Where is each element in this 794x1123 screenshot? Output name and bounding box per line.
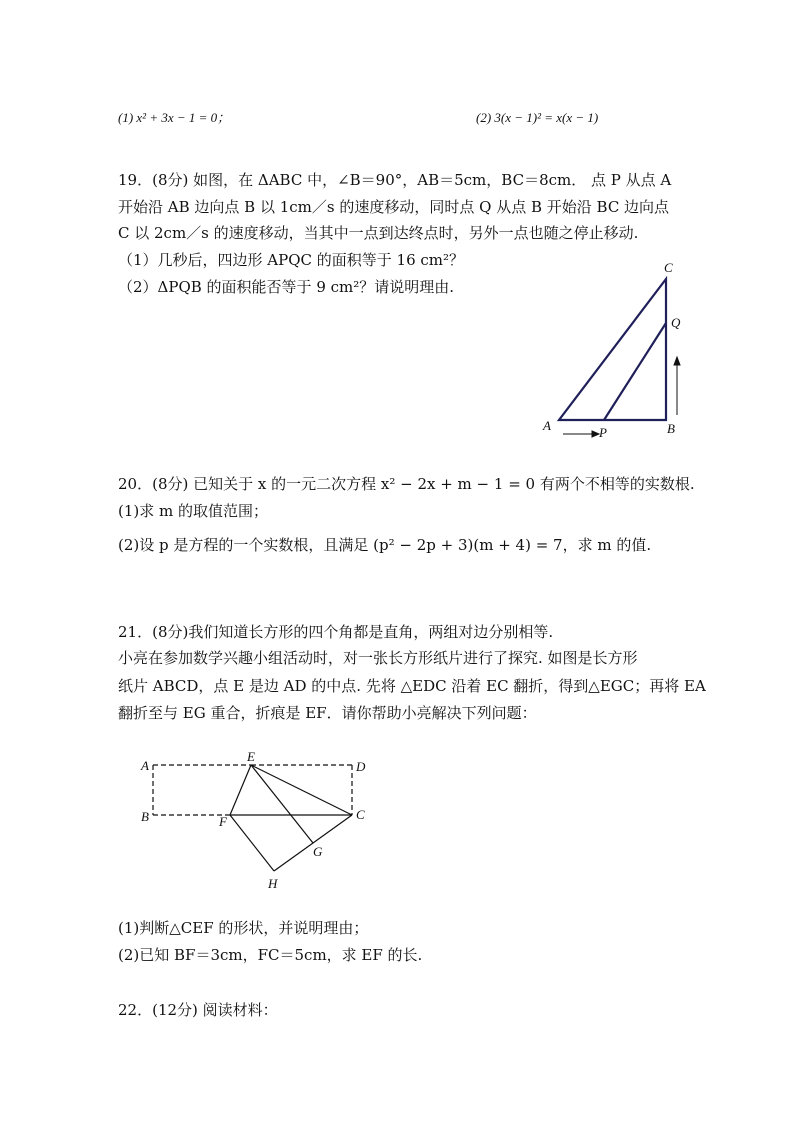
label-a: A [141, 758, 149, 773]
label-q: Q [671, 315, 681, 330]
label-b: B [141, 809, 149, 824]
q19-line1: 19．(8分) 如图，在 ΔABC 中，∠B＝90°，AB＝5cm，BC＝8cm． 点 P 从点 A [118, 171, 672, 189]
q18-part1: (1) x² + 3x − 1 = 0； [118, 110, 231, 125]
label-h: H [268, 876, 278, 891]
q21-line2: 小亮在参加数学兴趣小组活动时，对一张长方形纸片进行了探究. 如图是长方形 [118, 649, 638, 667]
label-a: A [543, 418, 551, 433]
q21-sub1: (1)判断△CEF 的形状，并说明理由； [118, 919, 369, 937]
segment-fh [230, 815, 274, 871]
segment-ec [251, 765, 352, 815]
segment-ef [230, 765, 251, 815]
q21-sub2: (2)已知 BF＝3cm，FC＝5cm，求 EF 的长. [118, 946, 423, 964]
q18-part2: (2) 3(x − 1)² = x(x − 1) [476, 110, 599, 125]
q22-line1: 22．(12分) 阅读材料： [118, 1001, 278, 1019]
segment-eg [251, 765, 313, 843]
label-g: G [313, 844, 323, 859]
q21-line4: 翻折至与 EG 重合，折痕是 EF．请你帮助小亮解决下列问题： [118, 704, 537, 722]
q19-line3: C 以 2cm／s 的速度移动，当其中一点到达终点时，另外一点也随之停止移动. [118, 224, 639, 242]
label-f: F [219, 814, 227, 829]
label-e: E [247, 749, 255, 764]
q20-sub1: (1)求 m 的取值范围； [118, 502, 269, 520]
q19-sub1: （1）几秒后，四边形 APQC 的面积等于 16 cm²？ [118, 251, 465, 269]
label-c: C [664, 260, 673, 275]
label-c: C [356, 807, 365, 822]
q19-sub2: （2）ΔPQB 的面积能否等于 9 cm²？请说明理由. [118, 278, 455, 296]
label-p: P [599, 425, 607, 440]
q19-line2: 开始沿 AB 边向点 B 以 1cm／s 的速度移动，同时点 Q 从点 B 开始沿 BC 边向点 [118, 198, 670, 216]
q20-line1: 20．(8分) 已知关于 x 的一元二次方程 x² − 2x + m − 1 = 0 有两个不相等的实数根. [118, 475, 695, 493]
segment-hc [274, 815, 352, 871]
q20-sub2: (2)设 p 是方程的一个实数根，且满足 (p² − 2p + 3)(m + 4) = 7，求 m 的值. [118, 536, 652, 554]
label-b: B [667, 421, 675, 436]
q21-line3: 纸片 ABCD，点 E 是边 AD 的中点. 先将 △EDC 沿着 EC 翻折，得到△EGC；再将 EA [118, 677, 706, 695]
q21-line1: 21．(8分)我们知道长方形的四个角都是直角，两组对边分别相等. [118, 623, 554, 641]
label-d: D [356, 759, 366, 774]
